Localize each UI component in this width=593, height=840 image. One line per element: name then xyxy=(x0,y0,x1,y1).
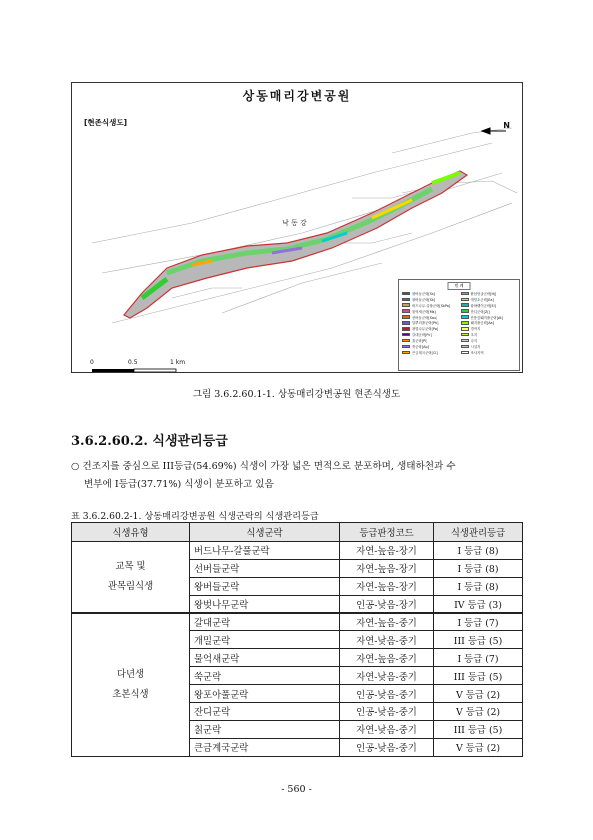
code-cell: 자연-높음-장기 xyxy=(340,577,434,595)
grade-cell: III 등급 (5) xyxy=(434,631,523,649)
figure-caption: 그림 3.6.2.60.1-1. 상동매리강변공원 현존식생도 xyxy=(192,389,401,400)
community-cell: 왕벚나무군락 xyxy=(190,595,340,613)
grade-cell: I 등급 (8) xyxy=(434,542,523,560)
legend-item xyxy=(402,320,458,325)
table-body xyxy=(72,542,523,757)
legend-swatch xyxy=(461,309,469,313)
legend-swatch xyxy=(402,303,410,307)
legend-item xyxy=(461,291,517,296)
grade-cell: IV 등급 (3) xyxy=(434,595,523,613)
legend-swatch xyxy=(402,345,410,349)
legend-label: 돼지풀군락[Aa] xyxy=(470,321,494,326)
legend-swatch xyxy=(402,333,410,337)
legend-item xyxy=(461,303,517,308)
legend-swatch xyxy=(461,351,469,355)
legend-item xyxy=(402,332,458,337)
legend-swatch xyxy=(402,292,410,296)
grade-cell: V 등급 (2) xyxy=(434,685,523,703)
grade-cell: V 등급 (2) xyxy=(434,703,523,721)
page-number: - 560 - xyxy=(281,784,312,795)
river-label: 낙 동 강 xyxy=(282,219,307,227)
legend-label: 갈대군락[Pc] xyxy=(412,333,432,338)
legend-label: 달뿌리풀군락[Ph] xyxy=(412,321,439,326)
legend-title: 범 례 xyxy=(448,282,471,290)
legend-item xyxy=(461,350,517,355)
bullet-line-2: 변부에 I등급(37.71%) 식생이 분포하고 있음 xyxy=(84,479,274,490)
community-cell: 쑥군락 xyxy=(190,667,340,685)
legend-swatch xyxy=(402,321,410,325)
community-cell: 버드나무-갈풀군락 xyxy=(190,542,340,560)
community-cell: 잔디군락 xyxy=(190,703,340,721)
veg-type-line: 초본식생 xyxy=(112,688,149,700)
header-community: 식생군락 xyxy=(190,523,340,542)
legend-label: 개망초군락[Ea] xyxy=(470,297,494,302)
legend-swatch xyxy=(461,315,469,319)
legend-item xyxy=(461,309,517,314)
header-veg-type: 식생유형 xyxy=(72,523,190,542)
code-cell: 인공-낮음-장기 xyxy=(340,595,434,613)
code-cell: 자연-낮음-중기 xyxy=(340,631,434,649)
legend-swatch xyxy=(402,315,410,319)
legend-item xyxy=(461,315,517,320)
legend-item xyxy=(402,350,458,355)
legend-grid xyxy=(402,291,516,355)
legend-swatch xyxy=(402,339,410,343)
legend-swatch xyxy=(402,351,410,355)
table-header-row xyxy=(72,523,523,542)
veg-type-line: 다년생 xyxy=(116,668,145,680)
grade-cell: III 등급 (5) xyxy=(434,720,523,738)
grade-cell: I 등급 (7) xyxy=(434,613,523,631)
community-cell: 왕버들군락 xyxy=(190,577,340,595)
legend-label: 조사지역 xyxy=(470,350,484,355)
community-cell: 칡군락 xyxy=(190,720,340,738)
legend-item xyxy=(461,320,517,325)
legend-item xyxy=(402,315,458,320)
legend-item xyxy=(402,344,458,349)
veg-type-line: 교목 및 xyxy=(115,561,146,573)
veg-type-cell xyxy=(72,613,190,756)
legend-label: 시설지 xyxy=(470,344,481,349)
grade-cell: III 등급 (5) xyxy=(434,667,523,685)
legend-label: 쑥군락[Ap] xyxy=(412,344,429,349)
legend-label: 단풍잎돼지풀군락[At] xyxy=(470,315,503,320)
code-cell: 자연-높음-장기 xyxy=(340,542,434,560)
legend-swatch xyxy=(461,298,469,302)
veg-type-cell xyxy=(72,542,190,614)
community-cell: 개밀군락 xyxy=(190,631,340,649)
code-cell: 자연-높음-중기 xyxy=(340,613,434,631)
code-cell: 자연-높음-중기 xyxy=(340,649,434,667)
table-row xyxy=(72,613,523,631)
scale-zero: 0 xyxy=(90,359,94,366)
community-cell: 갈대군락 xyxy=(190,613,340,631)
legend-swatch xyxy=(402,298,410,302)
legend-swatch xyxy=(461,345,469,349)
map-title: 상동매리강변공원 xyxy=(242,89,352,103)
legend-label: 왕빛나무군락[Po] xyxy=(412,327,439,332)
legend-label: 왕버들군락[Sk] xyxy=(412,297,436,302)
section-heading: 3.6.2.60.2. 식생관리등급 xyxy=(71,434,228,449)
grade-cell: I 등급 (8) xyxy=(434,577,523,595)
legend-label: 경작지 xyxy=(470,327,481,332)
legend-item xyxy=(402,338,458,343)
legend-item xyxy=(402,297,458,302)
legend-item xyxy=(402,309,458,314)
code-cell: 인공-낮음-중기 xyxy=(340,703,434,721)
grade-cell: V 등급 (2) xyxy=(434,738,523,756)
legend-swatch xyxy=(461,333,469,337)
legend-label: 나지 xyxy=(470,339,478,344)
legend-swatch xyxy=(461,339,469,343)
legend-label: 초지 xyxy=(470,333,478,338)
legend-swatch xyxy=(402,327,410,331)
legend-swatch xyxy=(461,303,469,307)
grade-cell: I 등급 (7) xyxy=(434,649,523,667)
legend-swatch xyxy=(461,321,469,325)
code-cell: 인공-낮음-중기 xyxy=(340,685,434,703)
community-cell: 선버들군락 xyxy=(190,559,340,577)
legend-item xyxy=(461,344,517,349)
legend-item xyxy=(461,326,517,331)
legend-label: 선버들군락[Sau] xyxy=(412,315,438,320)
bullet-line-1: ○ 건조지를 중심으로 III등급(54.69%) 식생이 가장 넓은 면적으로 분포하며, 생태하천과 수 xyxy=(71,461,456,472)
legend-swatch xyxy=(402,309,410,313)
legend-swatch xyxy=(461,292,469,296)
table-row xyxy=(72,542,523,560)
legend-label: 환삼덩굴군락[Hj] xyxy=(470,291,497,296)
legend-label: 버드나무-갈풀군락[SkPa] xyxy=(412,303,451,308)
map-legend xyxy=(398,279,520,371)
code-cell: 자연-낮음-중기 xyxy=(340,667,434,685)
grade-cell: I 등급 (8) xyxy=(434,559,523,577)
community-cell: 물억새군락 xyxy=(190,649,340,667)
scale-half: 0.5 xyxy=(128,359,138,366)
community-cell: 왕포아풀군락 xyxy=(190,685,340,703)
legend-item xyxy=(461,332,517,337)
map-subtitle: [현존식생도] xyxy=(84,118,128,127)
vegetation-grade-table xyxy=(71,522,523,757)
legend-label: 칡군락[Pl] xyxy=(412,339,428,344)
scale-one: 1 km xyxy=(170,359,186,366)
legend-item xyxy=(402,303,458,308)
header-code: 등급판정코드 xyxy=(340,523,434,542)
legend-item xyxy=(461,297,517,302)
community-cell: 큰금계국군락 xyxy=(190,738,340,756)
legend-label: 왕바랭이군락[Ei] xyxy=(470,303,496,308)
north-label: N xyxy=(503,121,510,130)
legend-item xyxy=(402,291,458,296)
code-cell: 자연-낮음-중기 xyxy=(340,720,434,738)
table-caption: 표 3.6.2.60.2-1. 상동매리강변공원 식생군락의 식생관리등급 xyxy=(71,511,319,522)
veg-type-line: 관목림식생 xyxy=(107,581,154,593)
legend-label: 잔디군락[Zj] xyxy=(470,309,490,314)
legend-label: 왕버들군락[Ss] xyxy=(412,291,435,296)
legend-item xyxy=(402,326,458,331)
legend-item xyxy=(461,338,517,343)
legend-label: 물억새군락[Ms] xyxy=(412,309,436,314)
header-grade: 식생관리등급 xyxy=(434,523,523,542)
code-cell: 자연-높음-장기 xyxy=(340,559,434,577)
legend-swatch xyxy=(461,327,469,331)
legend-label: 큰금계국군락[Cl] xyxy=(412,350,438,355)
code-cell: 인공-낮음-중기 xyxy=(340,738,434,756)
vegetation-map xyxy=(71,82,523,373)
